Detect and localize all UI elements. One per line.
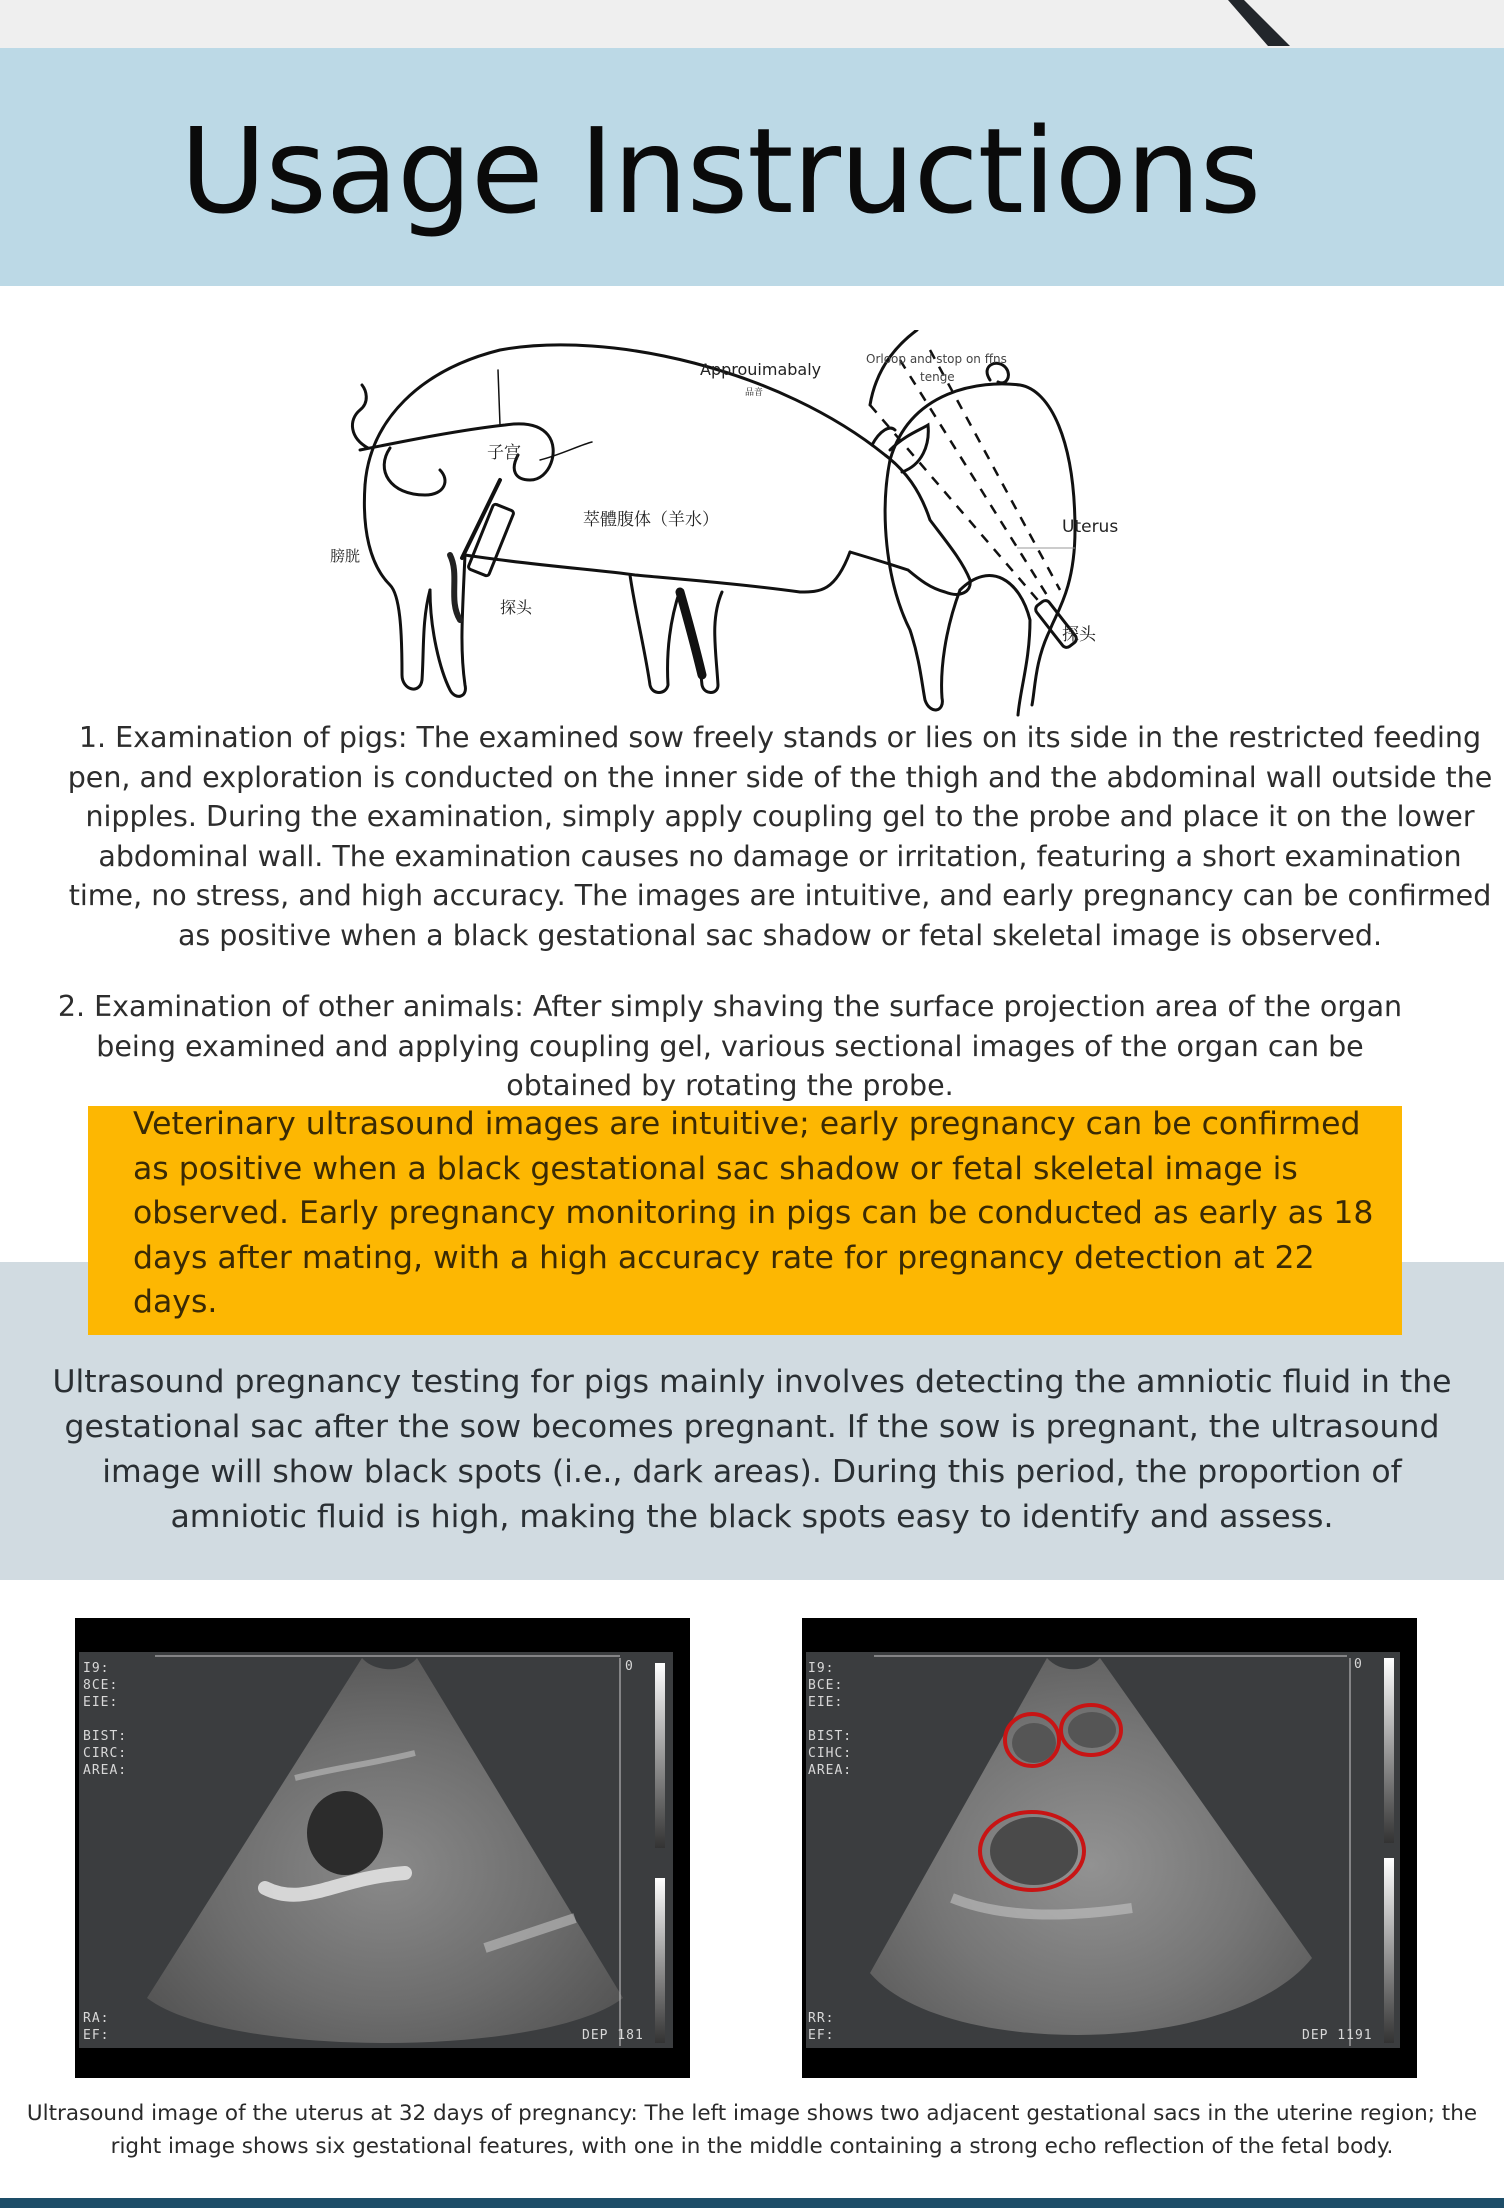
ultrasound-scan-right [802, 1618, 1417, 2078]
label-stop: Orloop and stop on ffns [866, 352, 1007, 366]
label-approx: Approuimabaly [700, 360, 822, 379]
label-fluid-cn: 萃體腹体（羊水） [583, 510, 719, 530]
ultrasound-right-depth: DEP 1191 [1302, 2028, 1373, 2043]
scan-line-3 [930, 350, 1060, 590]
pig-diagram [330, 330, 1190, 720]
pig-ear-2 [872, 428, 895, 445]
pig-front-leg [630, 575, 680, 693]
decorative-stroke [0, 0, 1504, 48]
ultrasound-image-left [75, 1618, 690, 2078]
image-caption: Ultrasound image of the uterus at 32 days of pregnancy: The left image shows two adjacent gestational sacs in the uterine region; the right image shows six gestational features, with one in the middle containing a strong echo reflection of the fetal body. [26, 2101, 1478, 2159]
scan-line-1 [870, 405, 1042, 605]
uterus-loop [384, 448, 445, 495]
page-title: Usage Instructions [180, 102, 1261, 240]
label-probe-left: 探头 [500, 598, 533, 617]
arc [870, 330, 917, 405]
highlight-box [88, 1106, 1402, 1335]
probe-left [468, 503, 515, 576]
highlight-text: Veterinary ultrasound images are intuitive; early pregnancy can be confirmed as positive when a black gestational sac shadow or fetal skeletal image is observed. Early pregnancy monitoring in pigs can be conducted as early as 18 days after mating, with a high accuracy rate for pregnancy detection at 22 days. [133, 1106, 1374, 1320]
label-probe-right: 探头 [1062, 625, 1096, 645]
label-stop-2: tenge [920, 370, 955, 384]
pig-belly [465, 552, 850, 592]
ultrasound-right-bottom-labels: RR: EF: [808, 2011, 835, 2043]
ultrasound-left-depth: DEP 181 [582, 2028, 644, 2043]
label-uterus-cn: 子宫 [487, 443, 521, 463]
pig-tail [352, 385, 368, 448]
pig-rear-leg-2 [430, 555, 465, 696]
paragraph-ultrasound-testing: Ultrasound pregnancy testing for pigs mainly involves detecting the amniotic fluid in the gestational sac after the sow becomes pregnant. If the sow is pregnant, the ultrasound image will show black spots (i.e., dark areas). During this period, the proportion of amniotic fluid is high, making the black spots easy to identify and assess. [52, 1364, 1452, 1535]
paragraph-other-animals: 2. Examination of other animals: After simply shaving the surface projection area of the organ being examined and applying coupling gel, various sectional images of the organ can be obtained by rotating the probe. [57, 990, 1403, 1102]
paragraph-pig-examination: 1. Examination of pigs: The examined sow freely stands or lies on its side in the restricted feeding pen, and exploration is conducted on the inner side of the thigh and the abdominal wall outside the nipples. During the examination, simply apply coupling gel to the probe and place it on the lower abdominal wall. The examination causes no damage or irritation, featuring a short examination time, no stress, and high accuracy. The images are intuitive, and early pregnancy can be confirmed as positive when a black gestational sac shadow or fetal skeletal image is observed. [67, 721, 1493, 952]
label-bladder-cn: 膀胱 [330, 547, 361, 565]
ultrasound-left-bottom-labels: RA: EF: [83, 2011, 110, 2043]
ultrasound-right-scale-zero: 0 [1354, 1657, 1363, 1672]
ultrasound-right-top-labels: I9: BCE: EIE: BIST: CIHC: AREA: [808, 1661, 853, 1778]
pig-rear-leg [364, 485, 430, 689]
pig-side-body [365, 345, 970, 594]
ultrasound-scan-left [75, 1618, 690, 2078]
label-approx-sub: 品音 [745, 388, 764, 398]
ultrasound-image-right [802, 1618, 1417, 2078]
pig-rear-leg-right [960, 576, 1030, 715]
ultrasound-left-scale-zero: 0 [625, 1659, 634, 1674]
bottom-bar [0, 2198, 1504, 2208]
pig-rear-tail [987, 363, 1008, 383]
scan-line-2 [900, 360, 1050, 600]
header-banner [0, 48, 1504, 286]
top-strip [0, 0, 1504, 48]
label-uterus: Uterus [1062, 517, 1119, 537]
ultrasound-left-top-labels: I9: 8CE: EIE: BIST: CIRC: AREA: [83, 1661, 128, 1778]
